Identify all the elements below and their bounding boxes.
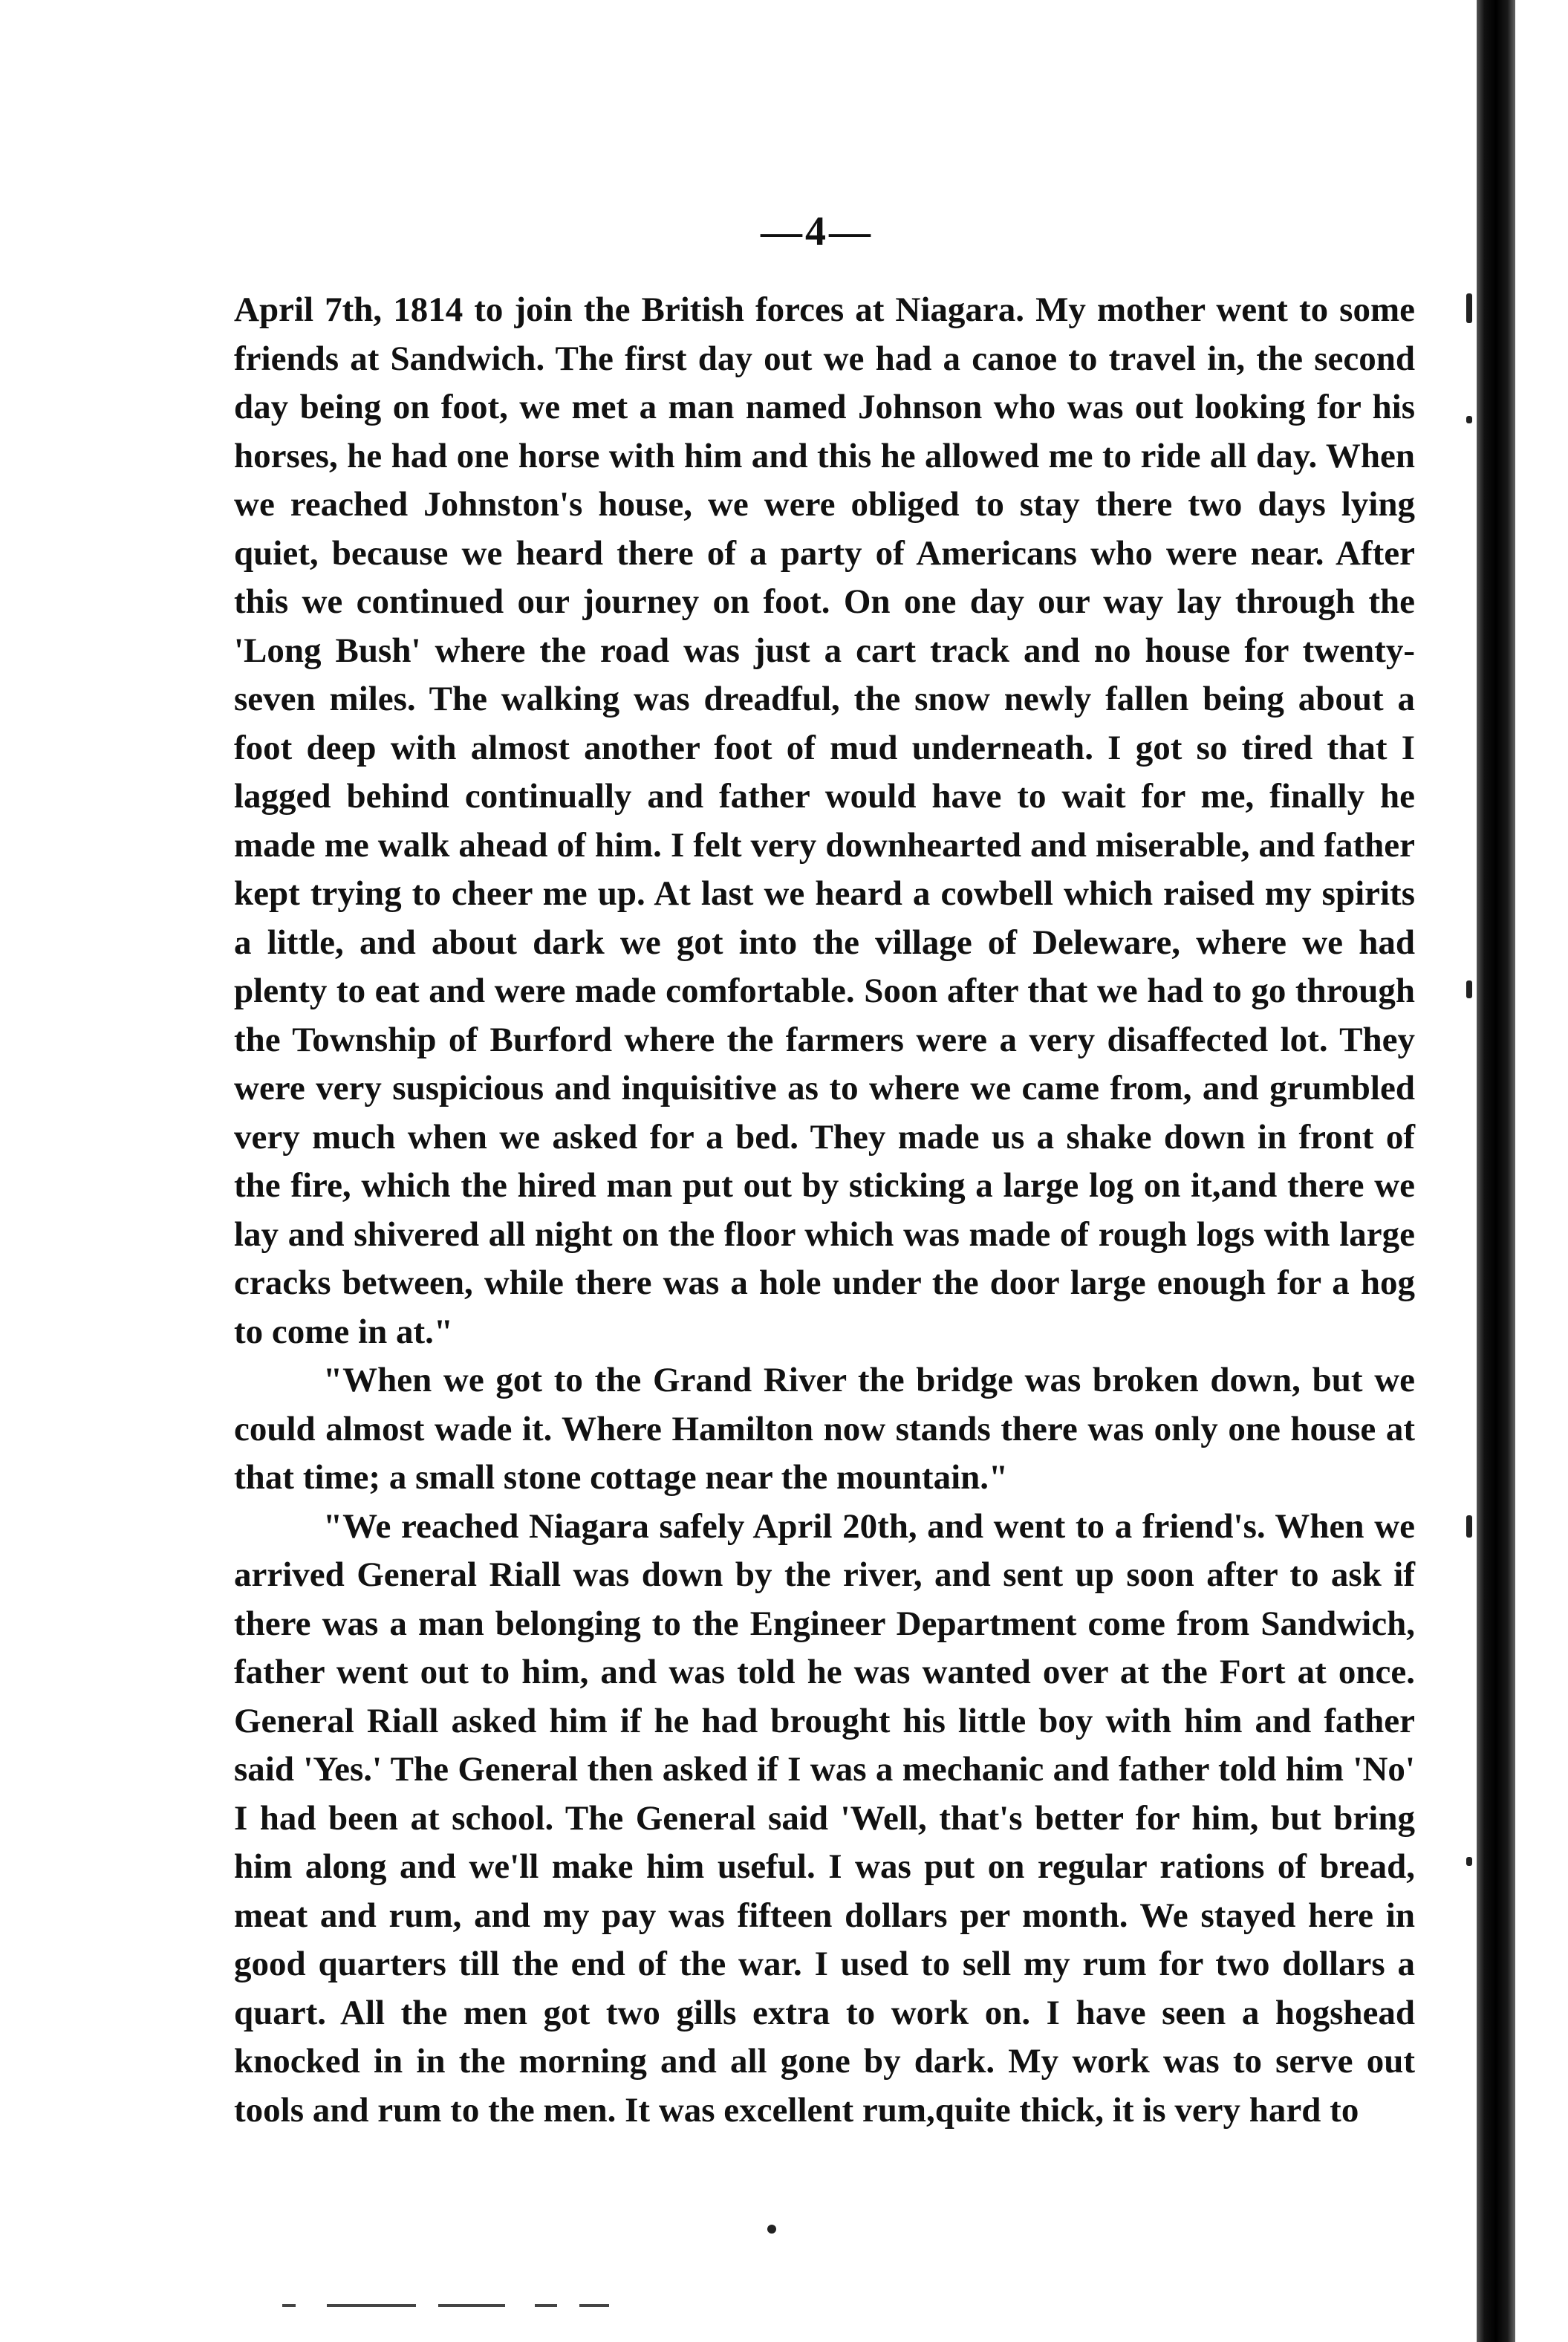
paragraph-niagara: "We reached Niagara safely April 20th, and went to a friend's. When we arrived General Riall was down by the river, and sent up soon after to ask if there was a man belonging to the Engineer Department come from Sandwich, father went out to him, and was told he was wanted over at the Fort at once. General Riall asked him if he had brought his little boy with him and father said 'Yes.' The General then asked if I was a mechanic and father told him 'No' I had been at school. The General said 'Well, that's better for him, but bring him along and we'll make him useful. I was put on regular rations of bread, meat and rum, and my pay was fifteen dollars per month. We stayed here in good quarters till the end of the war. I used to sell my rum for two dollars a quart. All the men got two gills extra to work on. I have seen a hogshead knocked in in the morning and all gone by dark. My work was to serve out tools and rum to the men. It was excellent rum,quite thick, it is very hard to (234, 1506, 1415, 2130)
binding-edge (1477, 0, 1515, 2342)
paragraph-grand-river: "When we got to the Grand River the bridge was broken down, but we could almost wade it. Where Hamilton now stands there was only one house at that time; a small stone cottage near the mountain." (234, 1361, 1415, 1497)
page-speck (767, 2225, 776, 2234)
bottom-scan-marks (282, 2301, 624, 2312)
paragraph-journey: April 7th, 1814 to join the British forces at Niagara. My mother went to some friends at Sandwich. The first day out we had a canoe to travel in, the second day being on foot, we met a man named Johnson who was out looking for his horses, he had one horse with him and this he allowed me to ride all day. When we reached Johnston's house, we were obliged to stay there two days lying quiet, because we heard there of a party of Americans who were near. After this we continued our journey on foot. On one day our way lay through the 'Long Bush' where the road was just a cart track and no house for twenty-seven miles. The walking was dreadful, the snow newly fallen being about a foot deep with almost another foot of mud underneath. I got so tired that I lagged behind continually and father would have to wait for me, finally he made me walk ahead of him. I felt very downhearted and miserable, and father kept trying to cheer me up. At last we heard a cowbell which raised my spirits a little, and about dark we got into the village of Deleware, where we had plenty to eat and were made comfortable. Soon after that we had to go through the Township of Burford where the farmers were a very disaffected lot. They were very suspicious and inquisitive as to where we came from, and grumbled very much when we asked for a bed. They made us a shake down in front of the fire, which the hired man put out by sticking a large log on it,and there we lay and shivered all night on the floor which was made of rough logs with large cracks between, while there was a hole under the door large enough for a hog to come in at." (234, 290, 1415, 1351)
binding-specks (1462, 0, 1477, 2342)
page-number: —4— (761, 209, 874, 255)
body-text (234, 286, 1415, 2135)
